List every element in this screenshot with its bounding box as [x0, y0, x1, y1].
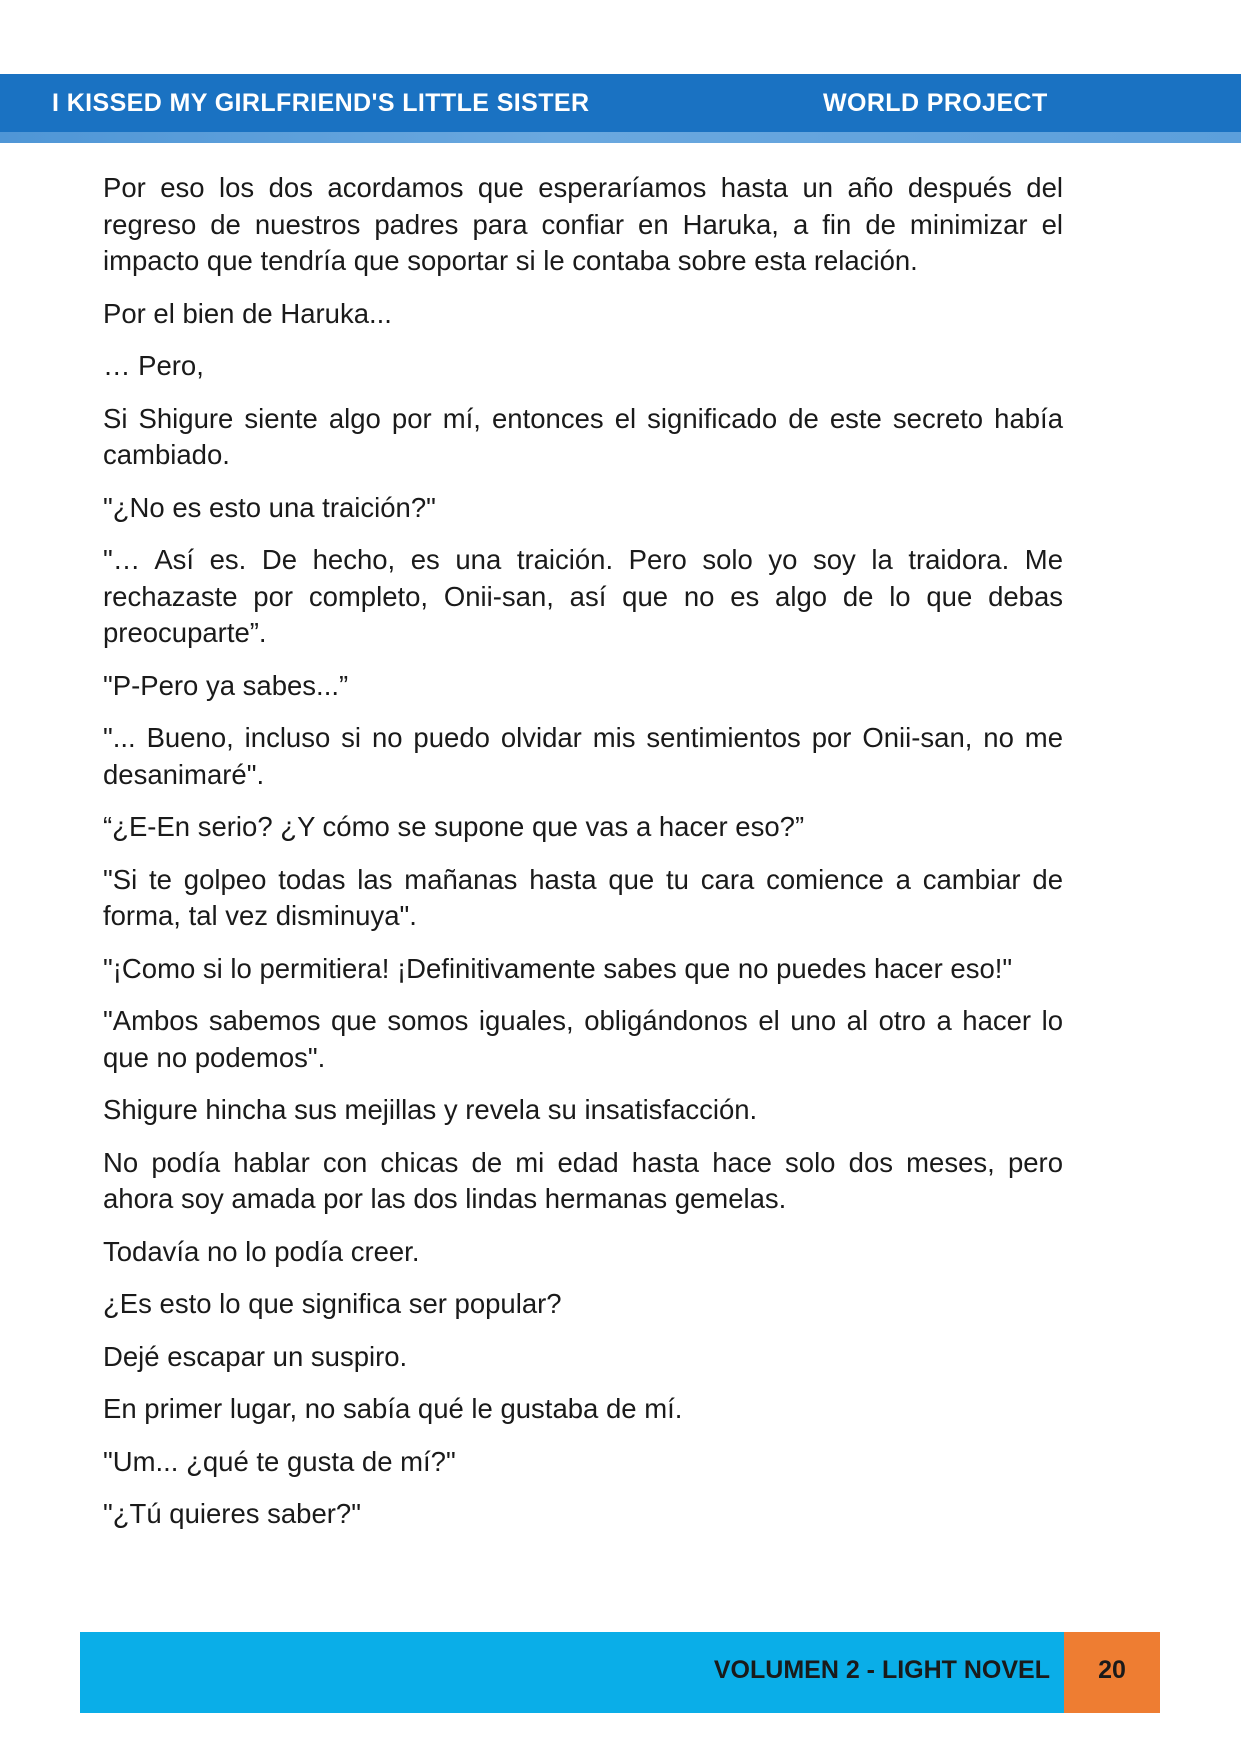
- paragraph: ¿Es esto lo que significa ser popular?: [103, 1288, 562, 1319]
- paragraph: "Si te golpeo todas las mañanas hasta que tu cara comience a cambiar de forma, tal vez disminuya".: [103, 863, 1063, 931]
- book-title: I KISSED MY GIRLFRIEND'S LITTLE SISTER: [52, 89, 590, 117]
- paragraph: Dejé escapar un suspiro.: [103, 1340, 408, 1372]
- page-number-box: [1064, 1632, 1160, 1713]
- paragraph: Shigure hincha sus mejillas y revela su insatisfacción.: [103, 1094, 758, 1125]
- page-body: [103, 170, 1063, 1549]
- page-number: 20: [1098, 1656, 1126, 1684]
- paragraph: "¡Como si lo permitiera! ¡Definitivamente sabes que no puedes hacer eso!": [103, 952, 1013, 984]
- header-underline: [0, 132, 1241, 143]
- paragraph: "¿Tú quieres saber?": [103, 1498, 361, 1529]
- paragraph: "... Bueno, incluso si no puedo olvidar mis sentimientos por Onii-san, no me desanimaré".: [103, 722, 1063, 790]
- paragraph: No podía hablar con chicas de mi edad hasta hace solo dos meses, pero ahora soy amada por las dos lindas hermanas gemelas.: [103, 1146, 1063, 1214]
- paragraph: En primer lugar, no sabía qué le gustaba de mí.: [103, 1393, 683, 1424]
- paragraph: Por eso los dos acordamos que esperaríamos hasta un año después del regreso de nuestros padres para confiar en Haruka, a fin de minimizar el impacto que tendría que soportar si le contaba sobre esta relación.: [103, 172, 1063, 276]
- paragraph: Si Shigure siente algo por mí, entonces el significado de este secreto había cambiado.: [103, 402, 1063, 470]
- footer-bar: [80, 1632, 1064, 1713]
- paragraph: "Um... ¿qué te gusta de mí?": [103, 1445, 456, 1477]
- paragraph: "Ambos sabemos que somos iguales, obligándonos el uno al otro a hacer lo que no podemos".: [103, 1005, 1063, 1073]
- paragraph: … Pero,: [103, 350, 204, 381]
- paragraph: "P-Pero ya sabes...”: [103, 669, 349, 701]
- paragraph: Todavía no lo podía creer.: [103, 1235, 420, 1267]
- paragraph: "… Así es. De hecho, es una traición. Pero solo yo soy la traidora. Me rechazaste por completo, Onii-san, así que no es algo de lo que debas preocuparte”.: [103, 544, 1063, 648]
- paragraph: "¿No es esto una traición?": [103, 491, 436, 523]
- paragraph: “¿E-En serio? ¿Y cómo se supone que vas a hacer eso?”: [103, 811, 805, 842]
- volume-label: VOLUMEN 2 - LIGHT NOVEL: [713, 1656, 1050, 1684]
- translation-group: WORLD PROJECT: [823, 89, 1048, 117]
- paragraph: Por el bien de Haruka...: [103, 297, 392, 329]
